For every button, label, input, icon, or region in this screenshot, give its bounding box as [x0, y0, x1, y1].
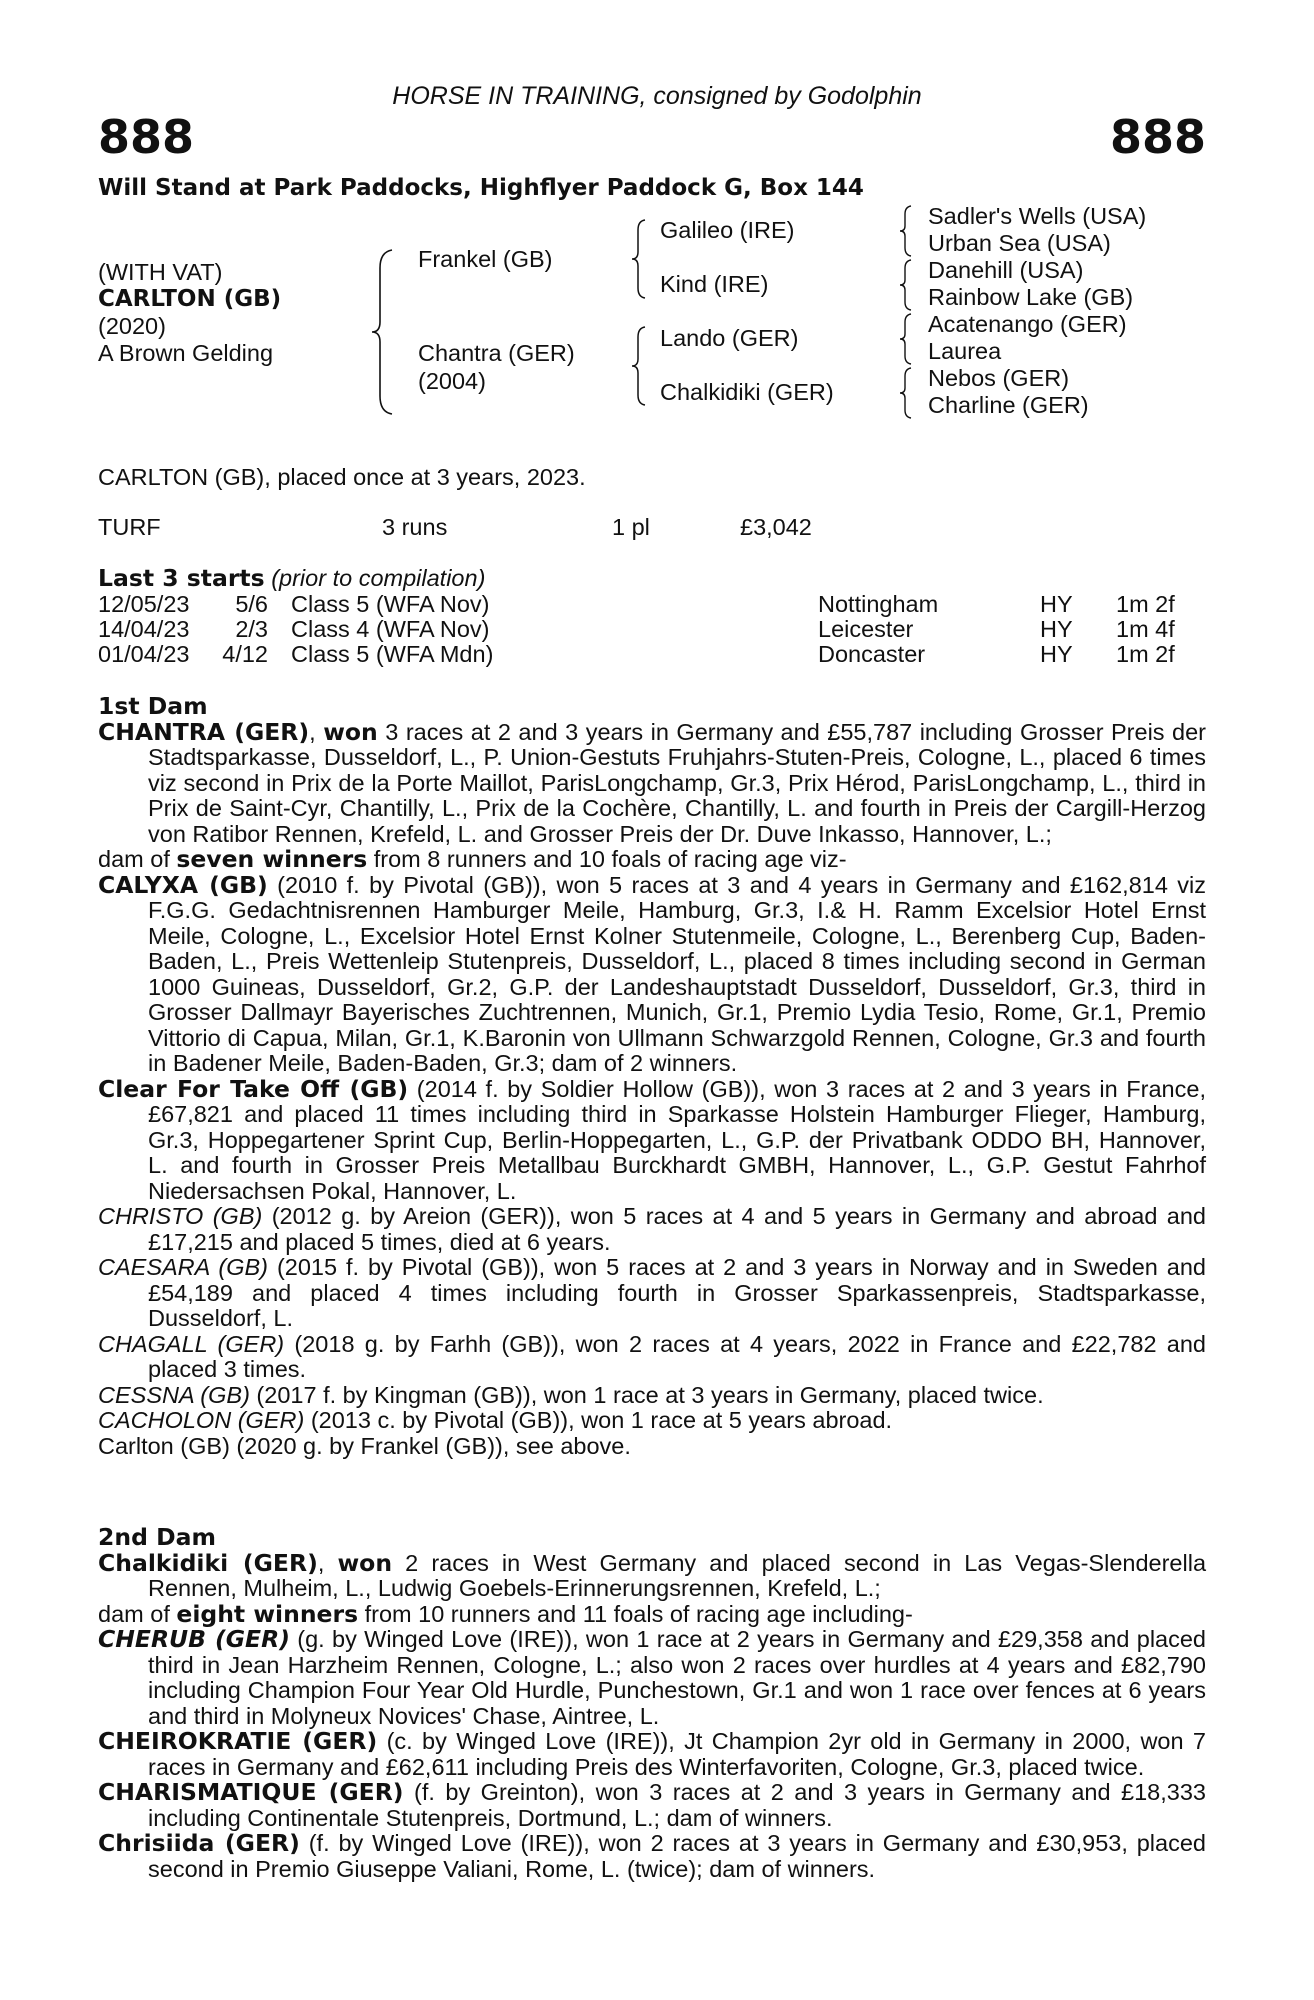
progeny-entry: [98, 1434, 1206, 1460]
stand-location: Will Stand at Park Paddocks, Highflyer Paddock G, Box 144: [98, 175, 864, 201]
first-dam-record: CHANTRA (GER), won 3 races at 2 and 3 years in Germany and £55,787 including Grosser Preis der Stadtsparkasse, Dusseldorf, L., P. Union-Gestuts Fruhjahrs-Stuten-Preis, Cologne, L., placed 6 times viz second in Prix de la Porte Maillot, ParisLongchamp, Gr.3, Prix Hérod, ParisLongchamp, L., third in Prix de Saint-Cyr, Chantilly, L., Prix de la Cochère, Chantilly, L. and fourth in Preis der Cargill-Herzog von Ratibor Rennen, Krefeld, L. and Grosser Preis der Dr. Duve Inkasso, Hannover, L.;: [98, 717, 1207, 847]
start-course: Leicester: [818, 616, 914, 642]
start-dist: 1m 4f: [1116, 616, 1175, 642]
last-starts-heading: Last 3 starts: [98, 564, 265, 592]
progeny-text: (2018 g. by Farhh (GB)), won 2 races at 4 years, 2022 in France and £22,782 and placed 3 times.: [148, 1330, 1207, 1382]
ancestor-1: Sadler's Wells (USA): [928, 203, 1147, 229]
progeny-entry: [98, 1408, 1206, 1434]
brace-g4: [898, 366, 914, 420]
progeny-entry: [98, 1074, 1206, 1205]
second-dam-name: Chalkidiki (GER): [98, 1548, 318, 1577]
pedigree-brace-main: [370, 248, 396, 416]
second-dam-record: Chalkidiki (GER), won 2 races in West Germany and placed second in Las Vegas-Slenderella Rennen, Mulheim, L., Ludwig Goebels-Erinnerungsrennen, Krefeld, L.;: [98, 1548, 1207, 1601]
horse-year: (2020): [98, 313, 166, 339]
first-dam-section: [98, 694, 1206, 1459]
brace-g2: [898, 258, 914, 312]
ancestor-3: Danehill (USA): [928, 257, 1084, 283]
last-starts-note: (prior to compilation): [271, 565, 486, 591]
progeny-entry: [98, 1780, 1206, 1831]
progeny-text: (2020 g. by Frankel (GB)), see above.: [229, 1432, 631, 1459]
progeny-text: (c. by Winged Love (IRE)), Jt Champion 2yr old in Germany in 2000, won 7 races in Germany and £62,611 including Preis des Winterfavoriten, Cologne, Gr.3, placed twice.: [148, 1728, 1206, 1780]
start-going: HY: [1040, 616, 1073, 642]
ancestor-5: Acatenango (GER): [928, 311, 1127, 337]
first-dam-heading: 1st Dam: [98, 692, 208, 720]
lot-number-right: 888: [1109, 110, 1206, 164]
horse-name: CARLTON (GB): [98, 286, 282, 312]
start-race: Class 5 (WFA Mdn): [291, 641, 494, 667]
dam-year: (2004): [418, 368, 486, 394]
start-date: 14/04/23: [98, 616, 190, 642]
progeny-entry: [98, 1255, 1206, 1332]
start-going: HY: [1040, 591, 1073, 617]
progeny-text: (2013 c. by Pivotal (GB)), won 1 race at 5 years abroad.: [304, 1407, 893, 1433]
progeny-text: (2012 g. by Areion (GER)), won 5 races at 4 and 5 years in Germany and abroad and £17,215 and placed 5 times, died at 6 years.: [148, 1203, 1206, 1255]
progeny-name: CHEIROKRATIE (GER): [98, 1727, 378, 1755]
sire-dam: Kind (IRE): [660, 271, 769, 297]
progeny-name: CHRISTO (GB): [98, 1203, 263, 1229]
start-race: Class 4 (WFA Nov): [291, 616, 490, 642]
progeny-name: CESSNA (GB): [98, 1381, 250, 1408]
progeny-name: CACHOLON (GER): [98, 1407, 305, 1433]
progeny-entry: [98, 1627, 1206, 1729]
start-dist: 1m 2f: [1116, 591, 1175, 617]
progeny-entry: [98, 1729, 1206, 1780]
sire-sire: Galileo (IRE): [660, 217, 795, 243]
progeny-text: (f. by Greinton), won 3 races at 2 and 3 years in Germany and £18,333 including Continentale Stutenpreis, Dortmund, L.; dam of winners.: [148, 1779, 1206, 1831]
progeny-text: (g. by Winged Love (IRE)), won 1 race at 2 years in Germany and £29,358 and placed third in Jean Harzheim Rennen, Cologne, L.; also won 2 races over hurdles at 4 years and £82,790 including Champion Four Year Old Hurdle, Punchestown, Gr.1 and won 1 race over fences at 6 years and third in Molyneux Novices' Chase, Aintree, L.: [148, 1626, 1206, 1729]
progeny-name: CAESARA (GB): [98, 1254, 268, 1280]
dam: Chantra (GER): [418, 340, 575, 366]
second-dam-winners-count: eight winners: [176, 1599, 359, 1628]
record-earnings: £3,042: [740, 514, 812, 540]
record-runs: 3 runs: [382, 514, 448, 540]
dam-sire: Lando (GER): [660, 325, 799, 351]
second-dam-produce: dam of eight winners from 10 runners and 11 foals of racing age including-: [98, 1599, 913, 1628]
start-going: HY: [1040, 641, 1073, 667]
progeny-name: CHAGALL (GER): [98, 1330, 285, 1357]
vat-label: (WITH VAT): [98, 259, 223, 285]
first-dam-name: CHANTRA (GER): [98, 717, 310, 746]
progeny-name: Carlton (GB): [98, 1432, 230, 1459]
second-dam-section: [98, 1525, 1206, 1882]
race-summary: CARLTON (GB), placed once at 3 years, 2023.: [98, 464, 586, 490]
progeny-entry: [98, 1383, 1206, 1409]
progeny-entry: [98, 1204, 1206, 1255]
start-course: Doncaster: [818, 641, 926, 667]
progeny-name: CHERUB (GER): [98, 1625, 290, 1653]
last-starts-heading-line: [98, 566, 485, 592]
ancestor-6: Laurea: [928, 338, 1002, 364]
dam-dam: Chalkidiki (GER): [660, 379, 834, 405]
progeny-text: (2010 f. by Pivotal (GB)), won 5 races at 3 and 4 years in Germany and £162,814 viz F.G.G. Gedachtnisrennen Hamburger Meile, Hamburg, Gr.3, I.& H. Ramm Excelsior Hotel Ernst Meile, Cologne, L., Excelsior Hotel Ernst Kolner Stutenmeile, Cologne, L., Berenberg Cup, Baden-Baden, L., Preis Wettenleip Stutenpreis, Dusseldorf, L., placed 8 times including second in German 1000 Guineas, Dusseldorf, Gr.2, G.P. der Landeshauptstadt Dusseldorf, Dusseldorf, Gr.3, third in Grosser Dallmayr Bayerisches Zuchtrennen, Munich, Gr.1, Premio Lydia Tesio, Rome, Gr.1, Premio Vittorio di Capua, Milan, Gr.1, K.Baronin von Ullmann Schwarzgold Rennen, Cologne, Gr.3 and fourth in Badener Meile, Baden-Baden, Gr.3; dam of 2 winners.: [148, 871, 1207, 1076]
horse-description: A Brown Gelding: [98, 340, 274, 366]
start-pos: 2/3: [235, 616, 268, 642]
first-dam-produce: dam of seven winners from 8 runners and 10 foals of racing age viz-: [98, 845, 847, 873]
start-dist: 1m 2f: [1116, 641, 1175, 667]
consignor-title: HORSE IN TRAINING, consigned by Godolphin: [392, 82, 922, 110]
second-dam-won: won: [337, 1548, 393, 1577]
dam-brace: [630, 325, 648, 407]
first-dam-won: won: [323, 717, 378, 746]
start-date: 12/05/23: [98, 591, 190, 617]
sire: Frankel (GB): [418, 246, 553, 272]
ancestor-7: Nebos (GER): [928, 365, 1070, 391]
brace-g3: [898, 312, 914, 366]
progeny-name: Clear For Take Off (GB): [98, 1074, 409, 1103]
progeny-text: (2017 f. by Kingman (GB)), won 1 race at 3 years in Germany, placed twice.: [249, 1381, 1044, 1408]
brace-g1: [898, 204, 914, 258]
lot-number-left: 888: [98, 110, 195, 164]
start-pos: 4/12: [222, 641, 268, 667]
start-race: Class 5 (WFA Nov): [291, 591, 490, 617]
ancestor-8: Charline (GER): [928, 392, 1089, 418]
progeny-text: (2015 f. by Pivotal (GB)), won 5 races at 2 and 3 years in Norway and in Sweden and £54,189 and placed 4 times including fourth in Grosser Sparkassenpreis, Stadtsparkasse, Dusseldorf, L.: [148, 1254, 1206, 1331]
progeny-name: CALYXA (GB): [98, 870, 268, 899]
sire-brace: [630, 218, 648, 300]
first-dam-text: 3 races at 2 and 3 years in Germany and £55,787 including Grosser Preis der Stadtsparkasse, Dusseldorf, L., P. Union-Gestuts Fruhjahrs-Stuten-Preis, Cologne, L., placed 6 times viz second in Prix de la Porte Maillot, ParisLongchamp, Gr.3, Prix Hérod, ParisLongchamp, L., third in Prix de Saint-Cyr, Chantilly, L., Prix de la Cochère, Chantilly, L. and fourth in Preis der Cargill-Herzog von Ratibor Rennen, Krefeld, L. and Grosser Preis der Dr. Duve Inkasso, Hannover, L.;: [148, 718, 1207, 847]
record-surface: TURF: [98, 514, 161, 540]
progeny-entry: [98, 870, 1207, 1077]
progeny-entry: [98, 1831, 1206, 1882]
record-placed: 1 pl: [612, 514, 650, 540]
progeny-entry: [98, 1332, 1206, 1383]
second-dam-text: 2 races in West Germany and placed second in Las Vegas-Slenderella Rennen, Mulheim, L., Ludwig Goebels-Erinnerungsrennen, Krefeld, L.;: [148, 1549, 1207, 1601]
ancestor-2: Urban Sea (USA): [928, 230, 1111, 256]
start-course: Nottingham: [818, 591, 939, 617]
progeny-text: (f. by Winged Love (IRE)), won 2 races at 3 years in Germany and £30,953, placed second in Premio Giuseppe Valiani, Rome, L. (twice); dam of winners.: [148, 1830, 1206, 1882]
progeny-name: CHARISMATIQUE (GER): [98, 1778, 404, 1806]
start-date: 01/04/23: [98, 641, 190, 667]
first-dam-winners-count: seven winners: [176, 845, 368, 873]
progeny-name: Chrisiida (GER): [98, 1829, 300, 1857]
progeny-text: (2014 f. by Soldier Hollow (GB)), won 3 races at 2 and 3 years in France, £67,821 and placed 11 times including third in Sparkasse Holstein Hamburger Flieger, Hamburg, Gr.3, Hoppegartener Sprint Cup, Berlin-Hoppegarten, L., G.P. der Privatbank ODDO BH, Hannover, L. and fourth in Grosser Preis Metallbau Burckhardt GMBH, Hannover, L., G.P. Gestut Fahrhof Niedersachsen Pokal, Hannover, L.: [148, 1075, 1206, 1204]
start-pos: 5/6: [235, 591, 268, 617]
second-dam-heading: 2nd Dam: [98, 1523, 216, 1551]
ancestor-4: Rainbow Lake (GB): [928, 284, 1134, 310]
